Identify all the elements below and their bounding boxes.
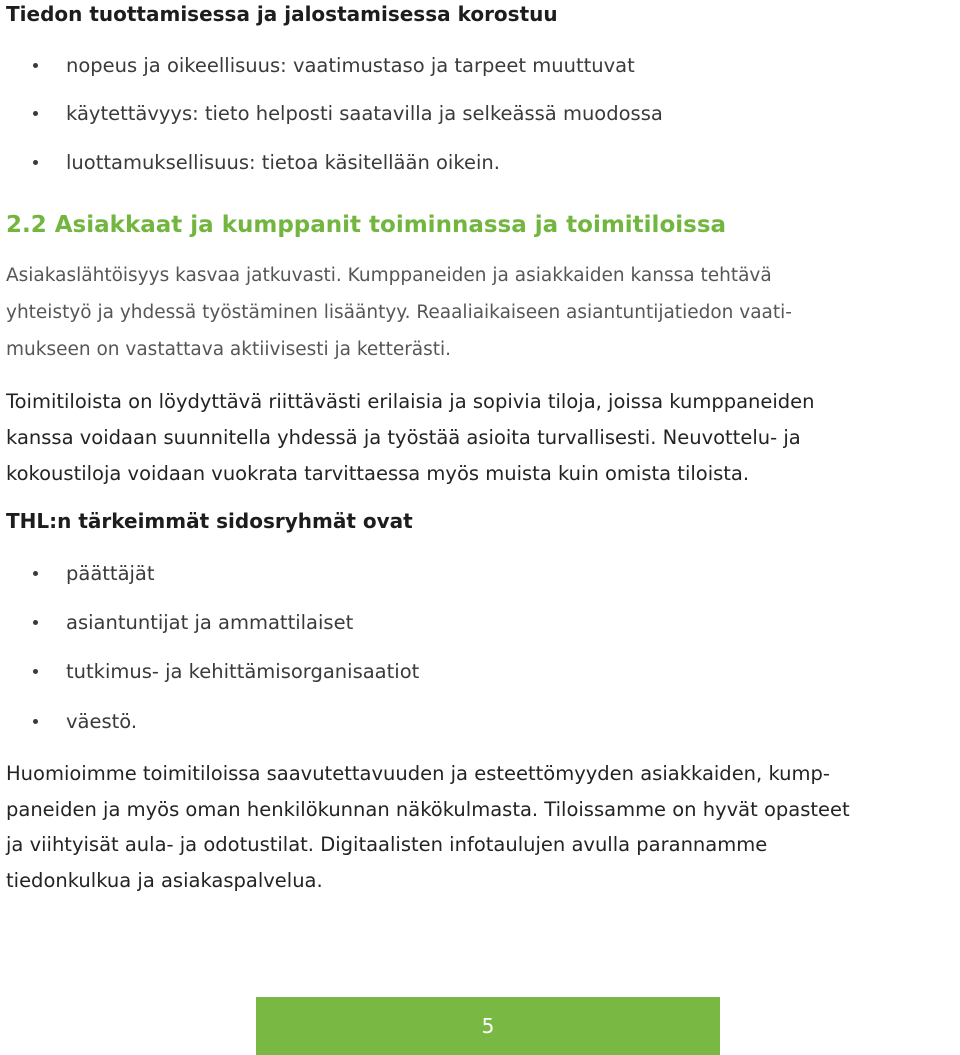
paragraph-line: yhteistyö ja yhdessä työstäminen lisääntyy. Reaaliaikaiseen asiantuntijatiedon vaati-	[6, 302, 792, 323]
paragraph-line: Asiakaslähtöisyys kasvaa jatkuvasti. Kumppaneiden ja asiakkaiden kanssa tehtävä	[6, 265, 772, 286]
bullet-icon	[33, 571, 38, 576]
paragraph-line: mukseen on vastattava aktiivisesti ja ketterästi.	[6, 339, 452, 360]
paragraph-line: tiedonkulkua ja asiakaspalvelua.	[6, 868, 323, 892]
section-title: 2.2 Asiakkaat ja kumppanit toiminnassa ja toimitiloissa	[6, 212, 727, 238]
list-item-text: tutkimus- ja kehittämisorganisaatiot	[66, 660, 420, 683]
list-item-text: päättäjät	[66, 562, 155, 585]
list-item-text: luottamuksellisuus: tietoa käsitellään oikein.	[66, 151, 500, 174]
paragraph-line: Toimitiloista on löydyttävä riittävästi erilaisia ja sopivia tiloja, joissa kumppaneiden	[6, 390, 815, 413]
page-number: 5	[481, 1014, 495, 1038]
paragraph-line: Huomioimme toimitiloissa saavutettavuuden ja esteettömyyden asiakkaiden, kump-	[6, 762, 830, 785]
paragraph-customer	[6, 257, 792, 368]
list-item-text: nopeus ja oikeellisuus: vaatimustaso ja tarpeet muuttuvat	[66, 54, 635, 77]
bullet-icon	[33, 620, 38, 625]
bullet-icon	[33, 669, 38, 674]
bullet-icon	[33, 63, 38, 68]
paragraph-premises	[6, 384, 815, 492]
list-item-text: asiantuntijat ja ammattilaiset	[66, 611, 354, 634]
heading-stakeholders: THL:n tärkeimmät sidosryhmät ovat	[6, 509, 413, 533]
paragraph-line: kanssa voidaan suunnitella yhdessä ja työstää asioita turvallisesti. Neuvottelu- ja	[6, 426, 801, 449]
bullet-icon	[33, 111, 38, 116]
bullet-icon	[33, 719, 38, 724]
list-item-text: väestö.	[66, 710, 138, 733]
bullet-icon	[33, 160, 38, 165]
paragraph-line: kokoustiloja voidaan vuokrata tarvittaessa myös muista kuin omista tiloista.	[6, 462, 750, 485]
paragraph-line: ja viihtyisät aula- ja odotustilat. Digitaalisten infotaulujen avulla parannamme	[6, 833, 768, 856]
paragraph-line: paneiden ja myös oman henkilökunnan näkökulmasta. Tiloissamme on hyvät opasteet	[6, 797, 850, 821]
paragraph-accessibility	[6, 756, 850, 898]
page-number-box	[256, 997, 720, 1055]
list-item-text: käytettävyys: tieto helposti saatavilla ja selkeässä muodossa	[66, 102, 663, 125]
heading-focus: Tiedon tuottamisessa ja jalostamisessa korostuu	[6, 2, 558, 26]
